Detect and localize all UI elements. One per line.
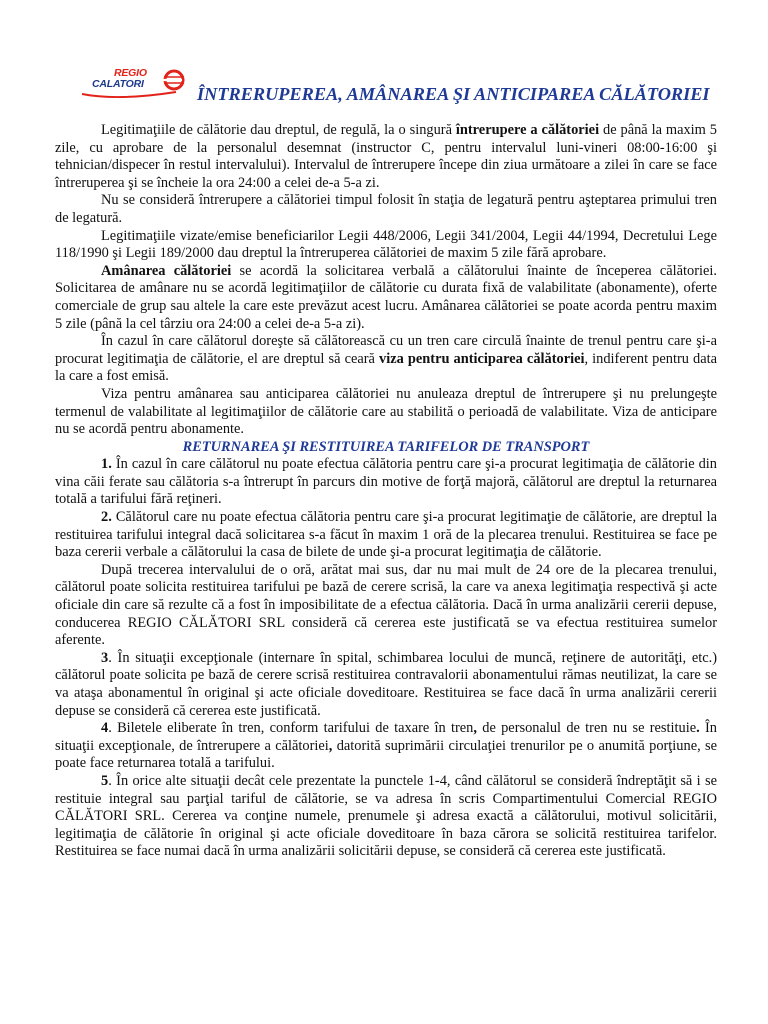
list-item-3 xyxy=(55,650,717,720)
regio-calatori-logo-icon xyxy=(78,66,186,106)
list-item-1 xyxy=(55,456,717,509)
text-run: . Biletele eliberate în tren, conform tarifului de taxare în tren xyxy=(108,720,474,737)
section-heading-returnare: RETURNAREA ŞI RESTITUIREA TARIFELOR DE TRANSPORT xyxy=(182,438,590,455)
bold-term-intrerupere: întrerupere a călătoriei xyxy=(455,122,600,138)
text-run: . În situaţii excepţionale (internare în spital, schimbarea locului de muncă, reţinere de autorităţi, etc.) călătorul poate solicita pe bază de cerere scrisă restituirea contravalorii abonamentului rămas neutilizat, la care se va ataşa abonamentul în original şi acte oficiale doveditoare. Restituirea se face dacă în urma analizării cererii depuse se consideră că cererea este justificată. xyxy=(55,649,717,719)
logo-text-calatori: CALATORI xyxy=(92,78,144,90)
bold-period: . xyxy=(696,720,700,737)
item-number: 2. xyxy=(101,509,112,526)
item-number: 4 xyxy=(101,720,109,737)
text-run: datorită suprimării circulaţiei trenurilor pe o anumită porţiune, se poate face returnarea totală a tarifului. xyxy=(55,737,718,772)
text-run: se acordă la solicitarea verbală a călătorului înainte de începerea călătoriei. Solicitarea de amânare nu se acordă legitimaţiilor de călătorie cu durata fixă de valabilitate (abonamente), oferte comerciale de grup sau altele la care este prevăzut acest lucru. Amânarea călătoriei se poate acorda pentru maxim 5 zile (până la cel târziu ora 24:00 a celei de-a 5-a zi). xyxy=(55,262,717,332)
list-item-4 xyxy=(55,720,717,773)
text-run: de până la maxim 5 zile, cu aprobare de la personalul desemnat (instructor C, pentru intervalul luni-vineri 08:00-16:00 şi tehnician/dispecer în restul intervalului). Intervalul de întrerupere începe din ziua următoare a zilei în care se face întreruperea şi se încheie la ora 24:00 a celei de-a 5-a zi. xyxy=(55,122,717,191)
bold-term-viza-anticipare: viza pentru anticiparea călătoriei xyxy=(379,350,585,367)
item-number: 3 xyxy=(101,649,109,666)
paragraph-legi: Legitimaţiile vizate/emise beneficiarilor Legii 448/2006, Legii 341/2004, Legii 44/1994, Decretului Lege 118/1990 şi Legii 189/2000 dau dreptul la întreruperea călătoriei de maxim 5 zile fără aprobare. xyxy=(55,227,717,262)
text-run: În cazul în care călătorul doreşte să călătorească cu un tren care circulă înainte de trenul pentru care şi-a procurat legitimaţia de călătorie, el are dreptul să ceară xyxy=(55,333,717,367)
text-run: Legitimaţiile de călătorie dau dreptul, de regulă, la o singură xyxy=(101,122,456,138)
item-number: 1. xyxy=(101,456,112,473)
paragraph-anticipare xyxy=(55,333,717,386)
text-run: Călătorul care nu poate efectua călătoria pentru care şi-a procurat legitimaţie de călătorie, are dreptul la restituirea tarifului integral dacă solicitarea s-a făcut în maxim 1 oră de la plecarea trenului. Restituirea se face pe baza cererii verbale a călătorului la casa de bilete de unde şi-a procurat legitimaţia de călătorie. xyxy=(55,509,717,561)
list-item-2 xyxy=(55,509,717,562)
page-title: ÎNTRERUPEREA, AMÂNAREA ŞI ANTICIPAREA CĂLĂTORIEI xyxy=(197,84,710,104)
logo-text-regio: REGIO xyxy=(114,67,147,79)
bold-term-amanare: Amânarea călătoriei xyxy=(101,262,232,279)
text-run: În cazul în care călătorul nu poate efectua călătoria pentru care şi-a procurat legitimaţia de călătorie din vina căii ferate sau călătoria s-a întrerupt în parcurs din motive de forţă majoră, călătorul are dreptul la returnarea totală a tarifului fără reţineri. xyxy=(55,456,717,508)
bold-comma: , xyxy=(328,737,333,754)
paragraph-viza: Viza pentru amânarea sau anticiparea călătoriei nu anuleaza dreptul de întrerupere şi nu prelungeşte termenul de valabilitate al legitimaţiilor de călătorie care au stabilită o perioadă de valabilitate. Viza de anticipare nu se acordă pentru abonamente. xyxy=(55,385,717,438)
text-run: În situaţii excepţionale, de întrerupere a călătoriei xyxy=(55,720,717,754)
paragraph-dupa-o-ora: După trecerea intervalului de o oră, arătat mai sus, dar nu mai mult de 24 ore de la plecarea trenului, călătorul poate solicita restituirea tarifului pe bază de cerere scrisă, la care va anexa legitimaţia respectivă şi acte oficiale din care să rezulte că a fost în imposibilitate de a efectua călătoria. Dacă în urma analizării cererii depuse, conducerea REGIO CĂLĂTORI SRL consideră că cererea este justificată se va efectua restituirea sumelor aferente. xyxy=(55,561,717,649)
paragraph-amanare xyxy=(55,263,717,333)
paragraph-tren-legatura: Nu se consideră întrerupere a călătoriei timpul folosit în staţia de legatură pentru aşteptarea primului tren de legatură. xyxy=(55,192,717,226)
text-run: de personalul de tren nu se restituie xyxy=(476,720,697,737)
item-number: 5 xyxy=(101,772,109,789)
document-body xyxy=(55,122,717,861)
text-run: . În orice alte situaţii decât cele prezentate la punctele 1-4, când călătorul se consideră îndreptăţit să i se restituie integral sau parţial tariful de călătorie, se va adresa în scris Compartimentului Comercial REGIO CĂLĂTORI SRL. Cererea va conţine numele, prenumele şi adresa exactă a călătorului, motivul solicitării, legitimaţia de călătorie în original şi acte oficiale doveditoare în baza cărora se solicită restituirea tarifelor. Restituirea se face numai dacă în urma analizării solicitării depuse, se consideră că cererea este justificată. xyxy=(55,772,717,860)
bold-comma: , xyxy=(473,720,477,737)
text-run: , indiferent pentru data la care a fost emisă. xyxy=(55,350,717,385)
paragraph-intrerupere xyxy=(55,122,717,192)
list-item-5 xyxy=(55,773,717,861)
